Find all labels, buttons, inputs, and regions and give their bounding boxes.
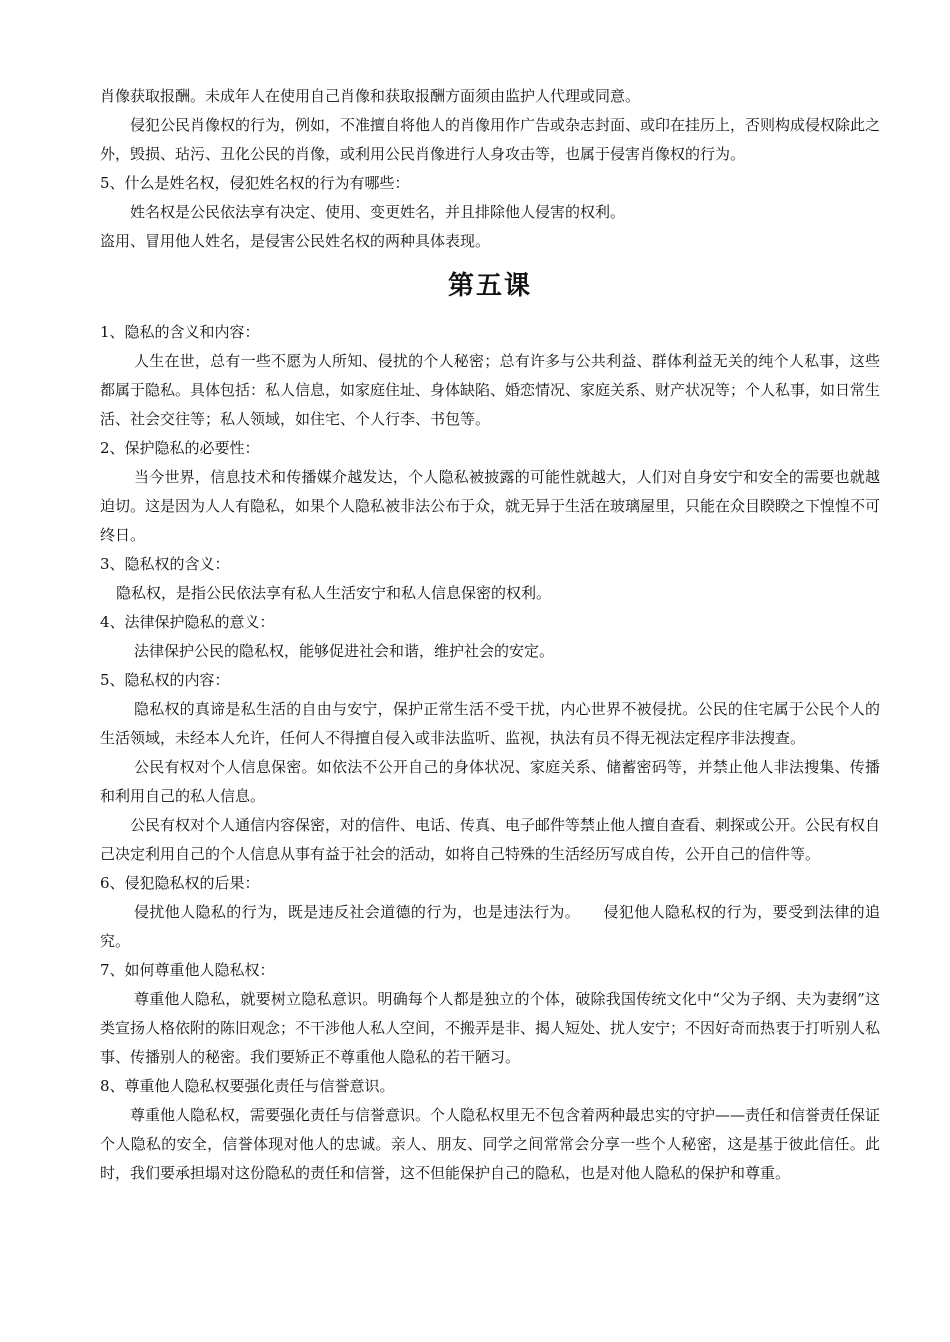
section-2-paragraph: 当今世界，信息技术和传播媒介越发达，个人隐私被披露的可能性就越大，人们对自身安宁和安全的需要也就越迫切。这是因为人人有隐私，如果个人隐私被非法公布于众，就无异于生活在玻璃屋里，只能在众目睽睽之下惶惶不可终日。: [100, 468, 881, 544]
intro-question-5-paragraph-1: 姓名权是公民依法享有决定、使用、变更姓名，并且排除他人侵害的权利。: [130, 203, 626, 221]
section-2-heading: 2、保护隐私的必要性：: [100, 439, 260, 457]
section-6-heading: 6、侵犯隐私权的后果：: [100, 874, 260, 892]
section-6-paragraph: 侵扰他人隐私的行为，既是违反社会道德的行为，也是违法行为。 侵犯他人隐私权的行为，要受到法律的追究。: [100, 903, 880, 950]
section-3-paragraph: 隐私权，是指公民依法享有私人生活安宁和私人信息保密的权利。: [116, 584, 552, 602]
intro-question-5-heading: 5、什么是姓名权，侵犯姓名权的行为有哪些：: [100, 174, 410, 192]
section-5-paragraph-2: 公民有权对个人信息保密。如依法不公开自己的身体状况、家庭关系、储蓄密码等，并禁止他人非法搜集、传播和利用自己的私人信息。: [100, 758, 880, 805]
section-4-heading: 4、法律保护隐私的意义：: [100, 613, 275, 631]
section-8-heading: 8、尊重他人隐私权要强化责任与信誉意识。: [100, 1077, 395, 1095]
section-8-paragraph: 尊重他人隐私权，需要强化责任与信誉意识。个人隐私权里无不包含着两种最忠实的守护——责任和信誉责任保证个人隐私的安全，信誉体现对他人的忠诚。亲人、朋友、同学之间常常会分享一些个人秘密，这是基于彼此信任。此时，我们要承担塌对这份隐私的责任和信誉，这不但能保护自己的隐私，也是对他人隐私的保护和尊重。: [100, 1106, 881, 1182]
section-5-paragraph-3: 公民有权对个人通信内容保密，对的信件、电话、传真、电子邮件等禁止他人擅自查看、刺探或公开。公民有权自己决定利用自己的个人信息从事有益于社会的活动，如将自己特殊的生活经历写成自传，公开自己的信件等。: [100, 816, 881, 863]
section-1-heading: 1、隐私的含义和内容：: [100, 323, 260, 341]
document-page: [100, 82, 880, 1188]
lesson-title: 第五课: [447, 271, 532, 301]
section-7-heading: 7、如何尊重他人隐私权：: [100, 961, 275, 979]
intro-paragraph-1: 肖像获取报酬。未成年人在使用自己肖像和获取报酬方面须由监护人代理或同意。: [100, 87, 641, 105]
section-5-heading: 5、隐私权的内容：: [100, 671, 230, 689]
section-5-paragraph-1: 隐私权的真谛是私生活的自由与安宁，保护正常生活不受干扰，内心世界不被侵扰。公民的住宅属于公民个人的生活领域，未经本人允许，任何人不得擅自侵入或非法监听、监视，执法有员不得无视法定程序非法搜查。: [100, 700, 880, 747]
intro-question-5-paragraph-2: 盗用、冒用他人姓名，是侵害公民姓名权的两种具体表现。: [100, 232, 491, 250]
section-3-heading: 3、隐私权的含义：: [100, 555, 230, 573]
section-4-paragraph: 法律保护公民的隐私权，能够促进社会和谐，维护社会的安定。: [134, 642, 555, 660]
section-7-paragraph: 尊重他人隐私，就要树立隐私意识。明确每个人都是独立的个体，破除我国传统文化中“父为子纲、夫为妻纲”这类宣扬人格依附的陈旧观念；不干涉他人私人空间，不搬弄是非、揭人短处、扰人安宁；不因好奇而热衷于打听别人私事、传播别人的秘密。我们要矫正不尊重他人隐私的若干陋习。: [100, 990, 881, 1066]
section-1-paragraph: 人生在世，总有一些不愿为人所知、侵扰的个人秘密；总有许多与公共利益、群体利益无关的纯个人私事，这些都属于隐私。具体包括：私人信息，如家庭住址、身体缺陷、婚恋情况、家庭关系、财产状况等；个人私事，如日常生活、社会交往等；私人领域，如住宅、个人行李、书包等。: [100, 352, 881, 428]
intro-paragraph-2: 侵犯公民肖像权的行为，例如，不准擅自将他人的肖像用作广告或杂志封面、或印在挂历上，否则构成侵权除此之外，毁损、玷污、丑化公民的肖像，或利用公民肖像进行人身攻击等，也属于侵害肖像权的行为。: [100, 116, 881, 163]
